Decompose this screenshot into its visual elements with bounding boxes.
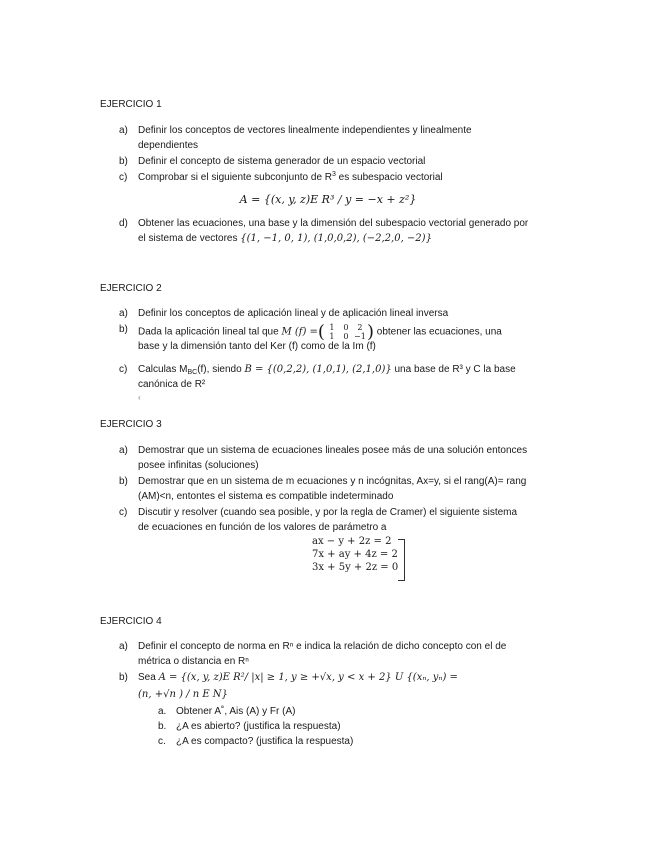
item-text: Discutir y resolver (cuando sea posible, y por la regla de Cramer) el siguiente sistema <box>138 507 518 518</box>
item-text-cont: canónica de R² <box>138 379 206 390</box>
item-text: Obtener las ecuaciones, una base y la dimensión del subespacio vectorial generado por <box>138 218 529 229</box>
item-label: b) <box>119 156 128 167</box>
set-formula: A = {(x, y, z)E R²/ |x| ≥ 1, y ≥ +√x, y < x + 2} U {(xₙ, yₙ) = <box>158 672 458 683</box>
item-text-cont: (AM)<n, entontes el sistema es compatible indeterminado <box>138 491 394 502</box>
ej3-item-c <box>119 505 559 535</box>
equation-2: 7x + ay + 4z = 2 <box>312 549 398 560</box>
item-text-cont: el sistema de vectores {(1, −1, 0, 1), (1,0,0,2), (−2,2,0, −2)} <box>138 233 432 244</box>
list-item: c. ¿A es compacto? (justifica la respuesta) <box>158 736 354 747</box>
item-text: Demostrar que en un sistema de m ecuaciones y n incógnitas, Ax=y, si el rang(A)= rang <box>138 476 527 487</box>
item-label: a) <box>119 308 128 319</box>
ej4-item-b <box>119 670 559 702</box>
item-label: d) <box>119 218 128 229</box>
item-label: a) <box>119 445 128 456</box>
ejercicio-2-heading: EJERCICIO 2 <box>100 283 162 294</box>
ej4-item-a <box>119 639 559 669</box>
item-text: Definir los conceptos de vectores linealmente independientes y linealmente <box>138 125 472 136</box>
ej1-item-a <box>119 123 559 153</box>
set-formula-cont: (n, +√n ) / n E N} <box>138 689 228 700</box>
item-text-cont: posee infinitas (soluciones) <box>138 460 259 471</box>
ej2-item-b <box>119 322 559 354</box>
item-text: Calculas $M_{BC}(f)$, siendo B = {(0,2,2), (1,0,1), (2,1,0)} una base de R³ y C la base <box>138 364 516 376</box>
ej3-item-b <box>119 474 559 504</box>
ej2-item-c <box>119 362 559 392</box>
ejercicio-4-heading: EJERCICIO 4 <box>100 616 162 627</box>
list-item: b. ¿A es abierto? (justifica la respuesta) <box>158 721 341 732</box>
equation-system <box>312 535 398 574</box>
item-text: Definir el concepto de norma en Rⁿ e indica la relación de dicho concepto con el de <box>138 641 507 652</box>
ejercicio-1-heading: EJERCICIO 1 <box>100 99 162 110</box>
list-item: a. Obtener A˚, Ais (A) y Fr (A) <box>158 706 296 717</box>
equation-1: ax − y + 2z = 2 <box>312 536 392 547</box>
subspace-formula: A = {(x, y, z)E R³ / y = −x + z²} <box>239 193 417 206</box>
item-text-cont: dependientes <box>138 140 199 151</box>
item-text: Definir los conceptos de aplicación lineal y de aplicación lineal inversa <box>138 308 449 319</box>
item-text: Comprobar si el siguiente subconjunto de $R^3$ es subespacio vectorial <box>138 171 443 183</box>
ej3-item-a <box>119 443 559 473</box>
item-label: b) <box>119 324 128 335</box>
item-text-cont: métrica o distancia en Rⁿ <box>138 656 249 667</box>
ej1-item-d <box>119 216 559 246</box>
item-label: b) <box>119 672 128 683</box>
equation-3: 3x + 5y + 2z = 0 <box>312 562 399 573</box>
ej2-item-a <box>119 306 559 321</box>
system-brace <box>398 539 405 581</box>
item-label: c) <box>119 507 128 518</box>
item-text-cont: de ecuaciones en función de los valores de parámetro a <box>138 522 387 533</box>
ej1-item-b <box>119 154 559 169</box>
item-text: Sea A = {(x, y, z)E R²/ |x| ≥ 1, y ≥ +√x, y < x + 2} U {(xₙ, yₙ) = <box>138 672 458 683</box>
ejercicio-3-heading: EJERCICIO 3 <box>100 419 162 430</box>
item-label: a) <box>119 125 128 136</box>
ej4-sublist <box>158 704 353 749</box>
item-text: Dada la aplicación lineal tal que M (f) =( 1 0 2 1 0 −1 ) obtener las ecuaciones, una <box>138 321 502 343</box>
item-label: a) <box>119 641 128 652</box>
stray-mark: ‹ <box>138 393 141 402</box>
item-text: Definir el concepto de sistema generador de un espacio vectorial <box>138 156 426 167</box>
item-label: c) <box>119 172 128 183</box>
matrix: 1 0 2 1 0 −1 <box>329 323 366 341</box>
item-text-cont: base y la dimensión tanto del Ker (f) como de la Im (f) <box>138 341 376 352</box>
item-text: Demostrar que un sistema de ecuaciones lineales posee más de una solución entonces <box>138 445 528 456</box>
item-label: b) <box>119 476 128 487</box>
ej1-item-c <box>119 170 559 185</box>
vector-set: {(1, −1, 0, 1), (1,0,0,2), (−2,2,0, −2)} <box>240 233 432 244</box>
item-label: c) <box>119 364 128 375</box>
